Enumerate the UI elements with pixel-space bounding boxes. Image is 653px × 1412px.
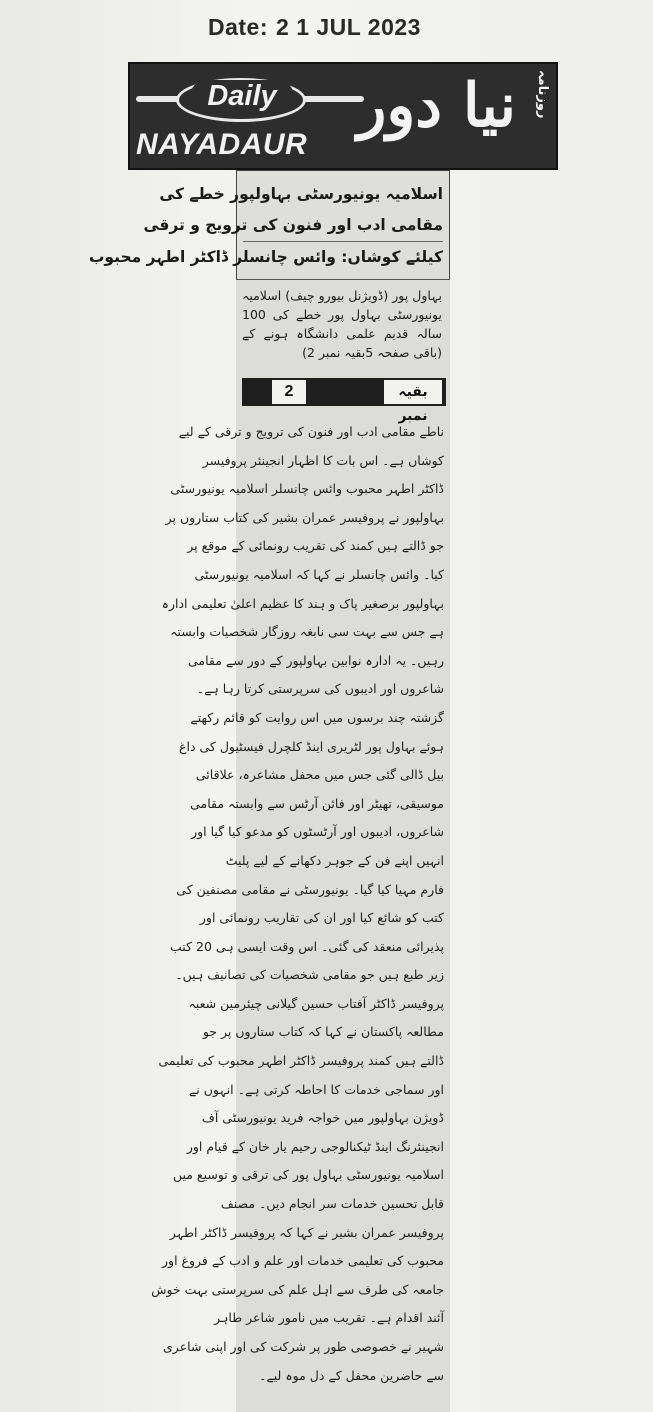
body-line: بہاولپور نے پروفیسر عمران بشیر کی کتاب ستاروں پر <box>165 509 444 525</box>
body-line: ڈاکٹر اطہر محبوب وائس چانسلر اسلامیہ یونیورسٹی <box>170 481 444 497</box>
masthead-name-latin: NAYADAUR <box>136 128 308 161</box>
body-line: گزشتہ چند برسوں میں اس روایت کو قائم رکھتے <box>190 709 444 725</box>
masthead-daily: Daily <box>190 80 294 113</box>
body-line: ہوئے بہاول پور لٹریری اینڈ کلچرل فیسٹیول کی داغ <box>179 738 444 754</box>
continuation-banner <box>242 378 446 424</box>
continued-number: 2 <box>272 380 306 404</box>
masthead-latin-logo <box>136 78 364 164</box>
body-line: اسلامیہ یونیورسٹی بہاول پور کی ترقی و توسیع میں <box>172 1167 444 1183</box>
body-line: شاعروں، ادیبوں اور آرٹسٹوں کو مدعو کیا گیا اور <box>191 824 444 840</box>
headline-line-3: کیلئے کوشاں: وائس چانسلر ڈاکٹر اطہر محبوب <box>243 241 443 273</box>
body-line: شاعروں اور ادیبوں کی سرپرستی کرتا رہا ہے۔ <box>196 681 444 697</box>
body-line: اور سماجی خدمات کا احاطہ کرتی ہے۔ انہوں نے <box>188 1081 444 1097</box>
body-line: سے حاضرین محفل کے دل موہ لیے۔ <box>259 1367 444 1383</box>
lead-paragraph: بہاول پور (ڈویژنل بیورو چیف) اسلامیہ یونیورسٹی بہاول پور خطے کی 100 سالہ قدیم علمی دانشگاہ ہونے کے (باقی صفحہ 5بقیہ نمبر 2) <box>236 279 450 368</box>
body-line: مطالعہ پاکستان نے کہا کہ کتاب ستاروں پر جو <box>202 1024 444 1040</box>
body-line: زیر طبع ہیں جو مقامی شخصیات کی تصانیف ہیں۔ <box>175 967 444 983</box>
clipping-date <box>208 14 421 41</box>
body-line: پروفیسر عمران بشیر نے کہا کہ پروفیسر ڈاکٹر اطہر <box>169 1224 444 1240</box>
date-label: Date: <box>208 14 269 40</box>
body-line: رہیں۔ یہ ادارہ نوابین بہاولپور کے دور سے مقامی <box>188 652 444 668</box>
article-body <box>151 418 450 1400</box>
body-line: فارم مہیا کیا گیا۔ یونیورسٹی نے مقامی مصنفین کی <box>176 881 444 897</box>
body-line: جامعہ کی طرف سے اہل علم کی سرپرستی بہت خوش <box>151 1281 444 1297</box>
headline-line-1: اسلامیہ یونیورسٹی بہاولپور خطے کی <box>159 185 443 203</box>
body-line: بہاولپور برصغیر پاک و ہند کا عظیم اعلیٰ تعلیمی ادارہ <box>161 595 444 611</box>
continued-label: بقیہ نمبر <box>384 380 442 404</box>
body-line: آئند اقدام ہے۔ تقریب میں نامور شاعر طاہر <box>214 1310 444 1326</box>
masthead-roznama: روزنامہ <box>535 70 550 119</box>
body-line: کیا۔ وائس چانسلر نے کہا کہ اسلامیہ یونیورسٹی <box>194 566 444 582</box>
news-clipping <box>88 170 450 1412</box>
headline-line-2: مقامی ادب اور فنون کی ترویج و ترقی <box>143 216 443 234</box>
body-line: پروفیسر ڈاکٹر آفتاب حسین گیلانی چیئرمین شعبہ <box>188 995 444 1011</box>
body-line: جو ڈالتے ہیں کمند کی تقریب رونمائی کے موقع پر <box>187 538 444 554</box>
body-line: موسیقی، تھیٹر اور فائن آرٹس سے وابستہ مقامی <box>190 795 444 811</box>
body-line: ڈالتے ہیں کمند پروفیسر ڈاکٹر اطہر محبوب کی تعلیمی <box>158 1053 444 1069</box>
body-line: ہے جس سے بہت سی نابغہ روزگار شخصیات وابستہ <box>170 624 444 640</box>
body-line: ڈویژن بہاولپور میں خواجہ فرید یونیورسٹی آف <box>201 1110 444 1126</box>
body-line: انجینئرنگ اینڈ ٹیکنالوجی رحیم یار خان کے قیام اور <box>186 1138 444 1154</box>
body-line: ناطے مقامی ادب اور فنون کی ترویج و ترقی کے لیے <box>178 424 444 439</box>
body-line: قابل تحسین خدمات سر انجام دیں۔ مصنف <box>220 1196 444 1212</box>
body-line: کوشاں ہے۔ اس بات کا اظہار انجینئر پروفیسر <box>202 452 444 468</box>
date-value: 2 1 JUL 2023 <box>276 14 421 40</box>
body-line: کتب کو شائع کیا اور ان کی تقاریب رونمائی اور <box>199 910 444 926</box>
body-line: شہیر نے خصوصی طور پر شرکت کی اور اپنی شاعری <box>163 1339 444 1354</box>
body-line: انہیں اپنے فن کے جوہر دکھانے کے لیے پلیٹ <box>225 852 444 868</box>
newspaper-masthead <box>128 62 558 170</box>
masthead-name-urdu: نیا دور <box>357 71 516 141</box>
body-line: بیل ڈالی گئی جس میں محفل مشاعرہ، علاقائی <box>195 767 444 783</box>
body-line: پذیرائی منعقد کی گئی۔ اس وقت ایسی ہی 20 کتب <box>170 938 444 954</box>
headline-box <box>88 170 450 279</box>
body-line: محبوب کی تعلیمی خدمات اور علم و ادب کے فروغ اور <box>162 1253 444 1269</box>
